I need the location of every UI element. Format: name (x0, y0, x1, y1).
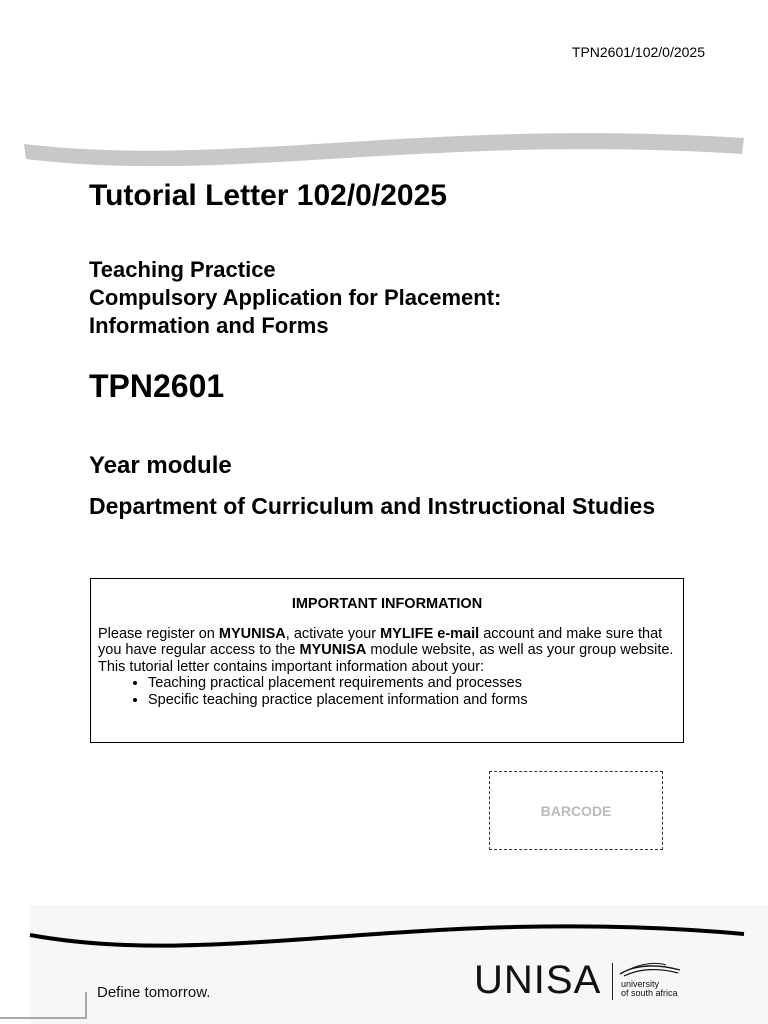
unisa-wing-icon (618, 962, 682, 978)
important-information-box (90, 578, 684, 743)
barcode-placeholder (489, 771, 663, 850)
list-item: • Teaching practical placement requirements and processes (148, 675, 676, 692)
subtitle-line-1: Teaching Practice (89, 257, 276, 282)
logo-divider (612, 963, 613, 1000)
corner-crop-mark (0, 992, 90, 1024)
subtitle-line-2: Compulsory Application for Placement: (89, 285, 502, 310)
tagline: Define tomorrow. (97, 984, 211, 1001)
module-type: Year module (89, 452, 232, 479)
barcode-label: BARCODE (540, 802, 612, 819)
header-swoosh-band (24, 133, 744, 166)
logo-subtitle-line-1: university (621, 979, 660, 989)
footer-swoosh (0, 900, 768, 960)
unisa-logo-text: UNISA (474, 958, 602, 1002)
important-information-paragraph (98, 626, 676, 659)
page-title: Tutorial Letter 102/0/2025 (89, 179, 447, 212)
corner-crop-line (0, 992, 86, 1018)
contents-list (98, 675, 676, 708)
wing-stroke (624, 970, 678, 976)
module-code: TPN2601 (89, 368, 225, 404)
subtitle (89, 256, 501, 340)
text-segment: , activate your (285, 625, 381, 642)
subtitle-line-3: Information and Forms (89, 313, 329, 338)
logo-subtitle-line-2: of south africa (621, 988, 678, 998)
department-name: Department of Curriculum and Instructional Studies (89, 493, 656, 519)
footer-swoosh-curve (30, 926, 744, 945)
myunisa-emphasis: MYUNISA (299, 642, 367, 658)
text-segment: account and make sure that you have regular access to the (98, 625, 663, 658)
myunisa-emphasis: MYUNISA (218, 625, 286, 642)
text-segment: module website, as well as your group website. (366, 642, 674, 658)
logo-subtitle (621, 980, 691, 998)
tutorial-letter-contents-intro: This tutorial letter contains important information about your: (98, 658, 485, 675)
text-segment: Please register on (98, 625, 219, 642)
header-swoosh (0, 108, 768, 178)
mylife-emphasis: MYLIFE e-mail (380, 625, 480, 642)
document-code: TPN2601/102/0/2025 (571, 44, 705, 60)
important-information-heading: IMPORTANT INFORMATION (291, 596, 483, 612)
list-item: • Specific teaching practice placement information and forms (148, 692, 676, 709)
